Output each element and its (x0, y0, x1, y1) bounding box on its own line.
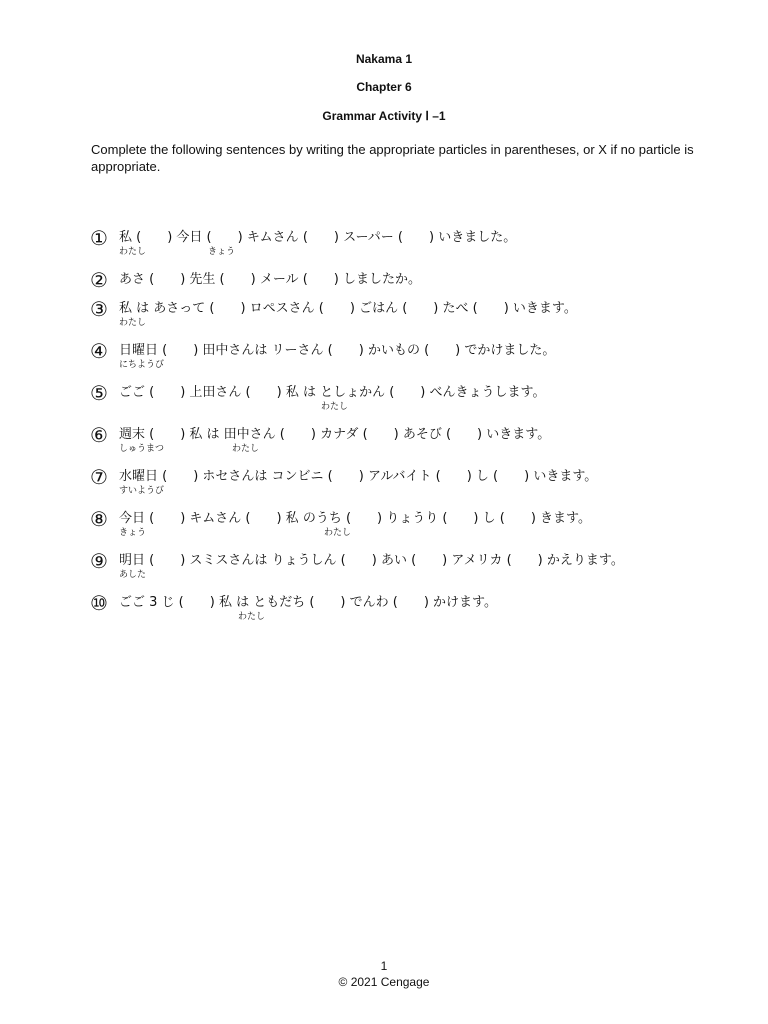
item-number: ④ (90, 339, 108, 363)
book-title: Nakama 1 (355, 52, 413, 66)
instructions: Complete the following sentences by writing the appropriate particles in parentheses, or X if no particle is appropriate. (91, 142, 694, 174)
furigana-reading: わたし (232, 444, 260, 454)
item-number: ① (90, 226, 108, 250)
furigana-reading: しゅうまつ (119, 444, 165, 454)
item-number: ⑥ (90, 423, 108, 447)
item-sentence: ごご ( ) 上田さん ( ) 私 は としょかん ( ) べんきょうします。 (119, 385, 546, 400)
furigana-reading: すいようび (119, 486, 165, 496)
item-sentence: 明日 ( ) スミスさんは りょうしん ( ) あい ( ) アメリカ ( ) かえります。 (119, 553, 624, 568)
furigana-reading: わたし (238, 612, 266, 622)
item-sentence: 水曜日 ( ) ホセさんは コンビニ ( ) アルバイト ( ) し ( ) いきます。 (119, 469, 598, 484)
exercise-item-8 (90, 507, 760, 552)
furigana-reading: わたし (324, 528, 352, 538)
exercise-item-1 (90, 226, 760, 271)
exercise-item-9 (90, 549, 760, 594)
exercise-item-3 (90, 297, 760, 342)
item-number: ⑦ (90, 465, 108, 489)
item-number: ⑧ (90, 507, 108, 531)
item-sentence: 日曜日 ( ) 田中さんは リーさん ( ) かいもの ( ) でかけました。 (119, 343, 556, 358)
furigana-reading: わたし (321, 402, 349, 412)
exercise-item-6 (90, 423, 760, 468)
furigana-reading: きょう (119, 528, 147, 538)
item-number: ⑩ (90, 591, 108, 615)
chapter-title: Chapter 6 (356, 80, 412, 94)
item-number: ⑤ (90, 381, 108, 405)
item-number: ③ (90, 297, 108, 321)
furigana-reading: わたし (119, 247, 147, 257)
exercise-item-7 (90, 465, 760, 510)
item-sentence: ごご 3 じ ( ) 私 は ともだち ( ) でんわ ( ) かけます。 (119, 595, 497, 610)
item-number: ⑨ (90, 549, 108, 573)
furigana-reading: わたし (119, 318, 147, 328)
activity-title: Grammar Activity Ⅰ –1 (322, 109, 446, 123)
item-sentence: 今日 ( ) キムさん ( ) 私 のうち ( ) りょうり ( ) し ( ) きます。 (119, 511, 592, 526)
item-sentence: 私 ( ) 今日 ( ) キムさん ( ) スーパー ( ) いきました。 (119, 230, 517, 245)
exercise-item-10 (90, 591, 760, 636)
item-sentence: あさ ( ) 先生 ( ) メール ( ) しましたか。 (119, 272, 421, 287)
page-number: 1 (380, 959, 388, 973)
furigana-reading: にちようび (119, 360, 165, 370)
furigana-reading: あした (119, 570, 147, 580)
copyright: © 2021 Cengage (338, 975, 430, 989)
exercise-item-4 (90, 339, 760, 384)
item-sentence: 週末 ( ) 私 は 田中さん ( ) カナダ ( ) あそび ( ) いきます。 (119, 427, 551, 442)
exercise-item-5 (90, 381, 760, 426)
item-number: ② (90, 268, 108, 292)
furigana-reading: きょう (208, 247, 236, 257)
item-sentence: 私 は あさって ( ) ロペスさん ( ) ごはん ( ) たべ ( ) いきます。 (119, 301, 577, 316)
